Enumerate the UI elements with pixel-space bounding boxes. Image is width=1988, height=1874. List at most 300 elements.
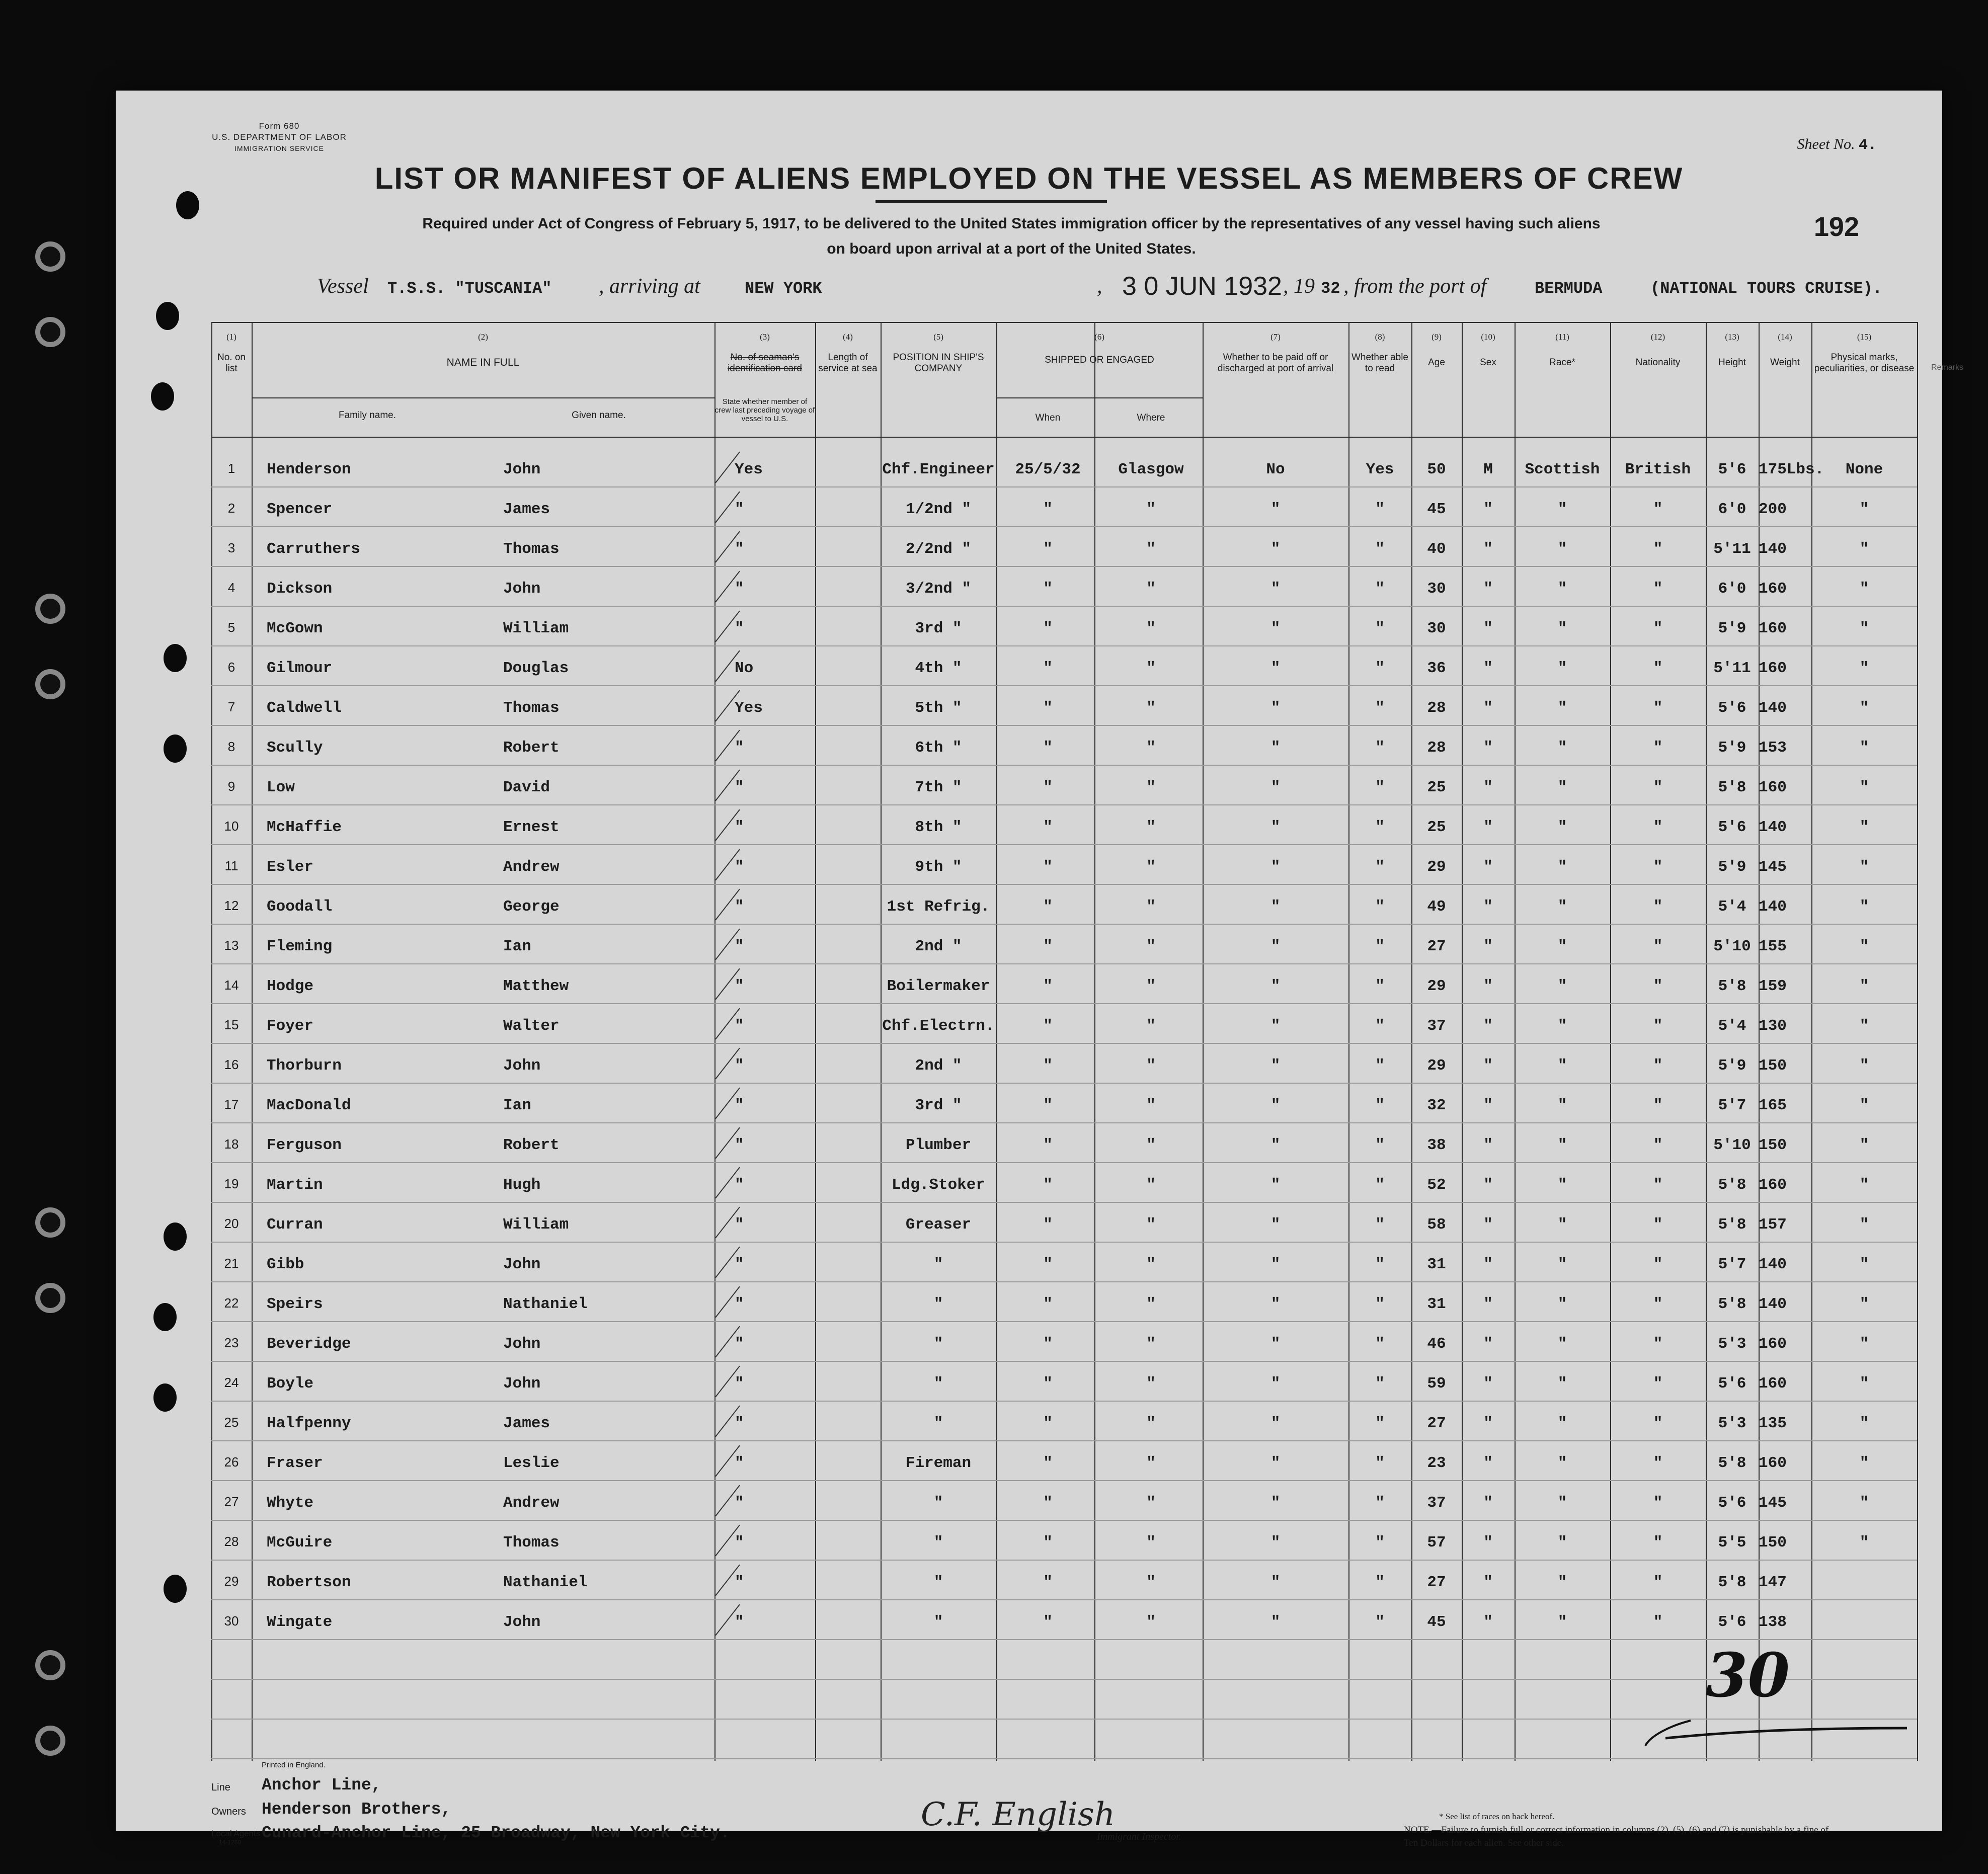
header-able-read: Whether able to read [1351,352,1408,374]
race: " [1557,699,1567,717]
position: 3rd " [915,1097,962,1114]
physical-marks: " [1859,898,1869,916]
sex: " [1483,858,1493,876]
row-number: 1 [227,461,235,476]
age: 29 [1427,1057,1446,1075]
row-number: 10 [224,819,239,834]
column-number: (7) [1270,332,1281,342]
physical-marks: " [1859,1057,1869,1075]
sex: " [1483,977,1493,995]
name-subheader-rule [252,397,714,398]
table-row [211,646,1917,686]
family-name: Spencer [267,501,333,518]
race: " [1557,1454,1567,1472]
family-name: Ferguson [267,1136,342,1154]
paid-off: " [1270,1216,1281,1234]
race: " [1557,1017,1567,1035]
race: " [1557,1574,1567,1591]
weight: 165 [1759,1097,1787,1114]
position: " [933,1375,943,1393]
able-to-read: " [1375,1375,1385,1393]
race: " [1557,1335,1567,1353]
weight: 153 [1759,739,1787,757]
age: 46 [1427,1335,1446,1353]
form-number: Form 680 [259,121,300,131]
header-physical: Physical marks, peculiarities, or disease [1814,352,1915,374]
height: 6'0 [1718,580,1746,598]
paid-off: " [1270,858,1281,876]
weight: 160 [1759,660,1787,677]
age: 45 [1427,501,1446,518]
owners-value: Henderson Brothers, [262,1800,451,1819]
weight: 150 [1759,1136,1787,1154]
family-name: MacDonald [267,1097,351,1114]
shipped-where: " [1146,898,1156,916]
shipped-where: " [1146,938,1156,955]
physical-marks: " [1859,1136,1869,1154]
table-row [211,1521,1917,1561]
nationality: " [1653,1017,1663,1035]
weight: 160 [1759,620,1787,637]
table-row [211,726,1917,766]
position: " [933,1335,943,1353]
vessel-label: Vessel [317,275,369,298]
header-nationality: Nationality [1635,357,1681,368]
given-name: Hugh [503,1176,541,1194]
height: 5'8 [1718,1176,1746,1194]
physical-marks: " [1859,938,1869,955]
paid-off: " [1270,938,1281,955]
given-name: John [503,1613,541,1631]
sex: " [1483,1494,1493,1512]
age: 49 [1427,898,1446,916]
table-row [211,448,1917,487]
given-name: John [503,1375,541,1393]
height: 5'8 [1718,1295,1746,1313]
age: 25 [1427,819,1446,836]
nationality: " [1653,1574,1663,1591]
from-label: , from the port of [1343,275,1487,298]
able-to-read: " [1375,779,1385,796]
previous-voyage: " [735,1176,744,1194]
physical-marks: " [1859,580,1869,598]
row-number: 4 [227,580,235,595]
row-number: 19 [224,1176,239,1191]
able-to-read: " [1375,819,1385,836]
paid-off: " [1270,1017,1281,1035]
previous-voyage: " [735,1574,744,1591]
shipped-where: " [1146,1256,1156,1273]
shipped-where: " [1146,1136,1156,1154]
age: 28 [1427,699,1446,717]
table-row [211,686,1917,726]
header-where: Where [1137,413,1165,423]
able-to-read: " [1375,1415,1385,1432]
sex: " [1483,938,1493,955]
row-number: 28 [224,1534,239,1549]
age: 23 [1427,1454,1446,1472]
given-name: Robert [503,1136,560,1154]
shipped-where: " [1146,699,1156,717]
sheet-value: 4. [1858,137,1877,154]
nationality: " [1653,1335,1663,1353]
binder-ring [35,1726,65,1756]
shipped-where: " [1146,1534,1156,1552]
shipped-where: " [1146,977,1156,995]
previous-voyage: " [735,1097,744,1114]
column-number: (10) [1481,332,1495,342]
previous-voyage: " [735,1136,744,1154]
paid-off: " [1270,1534,1281,1552]
row-number: 6 [227,660,235,675]
nationality: " [1653,858,1663,876]
shipped-when: 25/5/32 [1015,461,1081,478]
nationality: " [1653,898,1663,916]
position: Greaser [905,1216,972,1234]
nationality: " [1653,699,1663,717]
previous-voyage: Yes [735,699,763,717]
nationality: British [1625,461,1691,478]
family-name: McHaffie [267,819,342,836]
given-name: David [503,779,550,796]
paid-off: " [1270,1574,1281,1591]
nationality: " [1653,1613,1663,1631]
age: 27 [1427,1574,1446,1591]
header-family-name: Family name. [338,410,396,421]
shipped-when: " [1043,1415,1053,1432]
age: 36 [1427,660,1446,677]
race: " [1557,1216,1567,1234]
binder-ring [35,241,65,272]
able-to-read: " [1375,580,1385,598]
sex: M [1483,461,1493,478]
able-to-read: " [1375,1613,1385,1631]
shipped-where: " [1146,1454,1156,1472]
previous-voyage: " [735,1295,744,1313]
height: 5'7 [1718,1256,1746,1273]
family-name: Foyer [267,1017,314,1035]
age: 52 [1427,1176,1446,1194]
shipped-when: " [1043,1454,1053,1472]
nationality: " [1653,819,1663,836]
date-stamp: 3 0 JUN 1932 [1122,272,1282,301]
height: 5'8 [1718,1574,1746,1591]
given-name: John [503,461,541,478]
shipped-when: " [1043,977,1053,995]
physical-marks: " [1859,779,1869,796]
punch-hole [151,382,174,411]
height: 5'3 [1718,1335,1746,1353]
shipped-when: " [1043,1017,1053,1035]
family-name: Martin [267,1176,323,1194]
paid-off: " [1270,620,1281,637]
nationality: " [1653,540,1663,558]
able-to-read: " [1375,1057,1385,1075]
shipped-where: " [1146,1613,1156,1631]
position: 1st Refrig. [887,898,990,916]
race: Scottish [1525,461,1600,478]
column-number: (14) [1778,332,1792,342]
punch-hole [164,735,187,763]
sex: " [1483,898,1493,916]
given-name: William [503,1216,569,1234]
able-to-read: " [1375,1534,1385,1552]
row-number: 8 [227,739,235,754]
row-number: 3 [227,540,235,555]
shipped-when: " [1043,1613,1053,1631]
given-name: Ian [503,1097,531,1114]
shipping-line: Anchor Line, [262,1776,381,1795]
given-name: Nathaniel [503,1295,588,1313]
family-name: Scully [267,739,323,757]
previous-voyage: " [735,1256,744,1273]
weight: 130 [1759,1017,1787,1035]
height: 5'3 [1718,1415,1746,1432]
able-to-read: " [1375,898,1385,916]
paid-off: " [1270,1176,1281,1194]
race: " [1557,1057,1567,1075]
able-to-read: " [1375,1574,1385,1591]
weight: 175Lbs. [1759,461,1824,478]
family-name: Beveridge [267,1335,351,1353]
height: 5'5 [1718,1534,1746,1552]
column-number: (13) [1725,332,1739,342]
column-number: (15) [1857,332,1872,342]
age: 32 [1427,1097,1446,1114]
header-when: When [1035,413,1061,423]
able-to-read: " [1375,1295,1385,1313]
shipped-where: " [1146,1335,1156,1353]
family-name: Halfpenny [267,1415,351,1432]
shipped-where: " [1146,1295,1156,1313]
family-name: Caldwell [267,699,342,717]
table-row [211,1481,1917,1521]
able-to-read: Yes [1366,461,1394,478]
previous-voyage: " [735,938,744,955]
comma: , [1097,275,1102,298]
physical-marks: None [1845,461,1883,478]
race: " [1557,739,1567,757]
race-note: * See list of races on back hereof. [1439,1812,1555,1821]
binder-ring [35,1207,65,1238]
paid-off: " [1270,1057,1281,1075]
height: 5'9 [1718,1057,1746,1075]
weight: 135 [1759,1415,1787,1432]
position: " [933,1295,943,1313]
race: " [1557,858,1567,876]
header-sex: Sex [1480,357,1496,368]
sex: " [1483,660,1493,677]
race: " [1557,1256,1567,1273]
department: U.S. DEPARTMENT OF LABOR [212,132,347,142]
physical-marks: " [1859,1216,1869,1234]
weight: 200 [1759,501,1787,518]
race: " [1557,779,1567,796]
previous-voyage: " [735,540,744,558]
weight: 160 [1759,1176,1787,1194]
shipped-where: " [1146,660,1156,677]
table-row [211,1123,1917,1163]
weight: 160 [1759,580,1787,598]
agents-value: Cunard-Anchor Line, 25 Broadway, New York City. [262,1824,730,1842]
family-name: Esler [267,858,314,876]
shipped-when: " [1043,660,1053,677]
height: 5'8 [1718,1216,1746,1234]
nationality: " [1653,501,1663,518]
race: " [1557,1415,1567,1432]
physical-marks: " [1859,1494,1869,1512]
family-name: Whyte [267,1494,314,1512]
given-name: John [503,1057,541,1075]
table-row [211,1163,1917,1203]
given-name: Thomas [503,540,560,558]
row-number: 11 [224,858,238,873]
row-number: 27 [224,1494,239,1509]
height: 5'11 [1713,660,1751,677]
header-given-name: Given name. [572,410,626,421]
header-shipped: SHIPPED OR ENGAGED [1045,355,1154,365]
race: " [1557,580,1567,598]
shipped-when: " [1043,1375,1053,1393]
family-name: Low [267,779,295,796]
shipped-when: " [1043,1295,1053,1313]
position: " [933,1534,943,1552]
weight: 160 [1759,1335,1787,1353]
nationality: " [1653,1375,1663,1393]
given-name: Ernest [503,819,560,836]
paid-off: " [1270,699,1281,717]
page-title: LIST OR MANIFEST OF ALIENS EMPLOYED ON THE VESSEL AS MEMBERS OF CREW [374,161,1684,195]
binder-ring [35,317,65,347]
table-row [211,964,1917,1004]
punch-hole [153,1383,177,1412]
punch-hole [153,1303,177,1331]
family-name: Henderson [267,461,351,478]
sex: " [1483,1295,1493,1313]
column-number: (11) [1555,332,1569,342]
sex: " [1483,1534,1493,1552]
race: " [1557,977,1567,995]
shipped-where: " [1146,1574,1156,1591]
table-row [211,925,1917,964]
physical-marks: " [1859,1375,1869,1393]
header-remarks: Remarks [1931,363,1963,372]
nationality: " [1653,580,1663,598]
height: 5'6 [1718,1494,1746,1512]
position: 4th " [915,660,962,677]
family-name: Fraser [267,1454,323,1472]
nationality: " [1653,1534,1663,1552]
position: " [933,1494,943,1512]
row-number: 2 [227,501,235,516]
able-to-read: " [1375,938,1385,955]
sex: " [1483,1136,1493,1154]
shipped-when: " [1043,1057,1053,1075]
height: 5'9 [1718,739,1746,757]
physical-marks: " [1859,1454,1869,1472]
height: 5'6 [1718,1613,1746,1631]
shipped-when: " [1043,1574,1053,1591]
weight: 150 [1759,1057,1787,1075]
race: " [1557,1494,1567,1512]
title-underline [876,200,1107,203]
column-number: (2) [478,332,488,342]
row-number: 26 [224,1454,239,1470]
position: 8th " [915,819,962,836]
family-name: Gibb [267,1256,304,1273]
position: Fireman [905,1454,972,1472]
able-to-read: " [1375,620,1385,637]
binder-ring [35,594,65,624]
paid-off: " [1270,1415,1281,1432]
table-row [211,1084,1917,1123]
physical-marks: " [1859,858,1869,876]
height: 5'4 [1718,898,1746,916]
previous-voyage: " [735,858,744,876]
inspector-label: Immigrant Inspector. [1097,1831,1181,1842]
family-name: Speirs [267,1295,323,1313]
shipped-when: " [1043,580,1053,598]
shipped-when: " [1043,1216,1053,1234]
height: 5'8 [1718,977,1746,995]
able-to-read: " [1375,1176,1385,1194]
given-name: Robert [503,739,560,757]
able-to-read: " [1375,1097,1385,1114]
height: 5'10 [1713,1136,1751,1154]
able-to-read: " [1375,699,1385,717]
row-number: 30 [224,1613,239,1628]
physical-marks: " [1859,1176,1869,1194]
shipped-where: " [1146,1494,1156,1512]
shipped-where: " [1146,1375,1156,1393]
column-number: (1) [226,332,236,342]
previous-voyage: No [735,660,754,677]
line-label: Line [211,1782,230,1793]
position: Chf.Electrn. [882,1017,995,1035]
vessel-name: T.S.S. "TUSCANIA" [387,279,552,298]
able-to-read: " [1375,540,1385,558]
weight: 150 [1759,1534,1787,1552]
age: 27 [1427,938,1446,955]
shipped-when: " [1043,1256,1053,1273]
header-seaman-card: No. of seaman's identification card [728,352,802,374]
table-row [211,1362,1917,1402]
weight: 140 [1759,1256,1787,1273]
physical-marks: " [1859,1415,1869,1432]
shipped-where: " [1146,739,1156,757]
page-subtitle [347,211,1676,262]
race: " [1557,819,1567,836]
tally-count: 30 [1706,1640,1790,1711]
shipped-when: " [1043,779,1053,796]
weight: 138 [1759,1613,1787,1631]
given-name: Andrew [503,858,560,876]
shipped-when: " [1043,699,1053,717]
nationality: " [1653,739,1663,757]
service: IMMIGRATION SERVICE [234,144,324,152]
height: 5'6 [1718,819,1746,836]
family-name: McGown [267,620,323,637]
previous-voyage: " [735,1017,744,1035]
able-to-read: " [1375,1256,1385,1273]
binder-ring [35,1283,65,1313]
given-name: Matthew [503,977,569,995]
shipped-where: " [1146,858,1156,876]
shipped-where: " [1146,819,1156,836]
subtitle-line-1: Required under Act of Congress of February 5, 1917, to be delivered to the United States immigration officer by the representatives of any vessel having such aliens [422,215,1601,232]
weight: 160 [1759,1375,1787,1393]
position: Plumber [905,1136,972,1154]
